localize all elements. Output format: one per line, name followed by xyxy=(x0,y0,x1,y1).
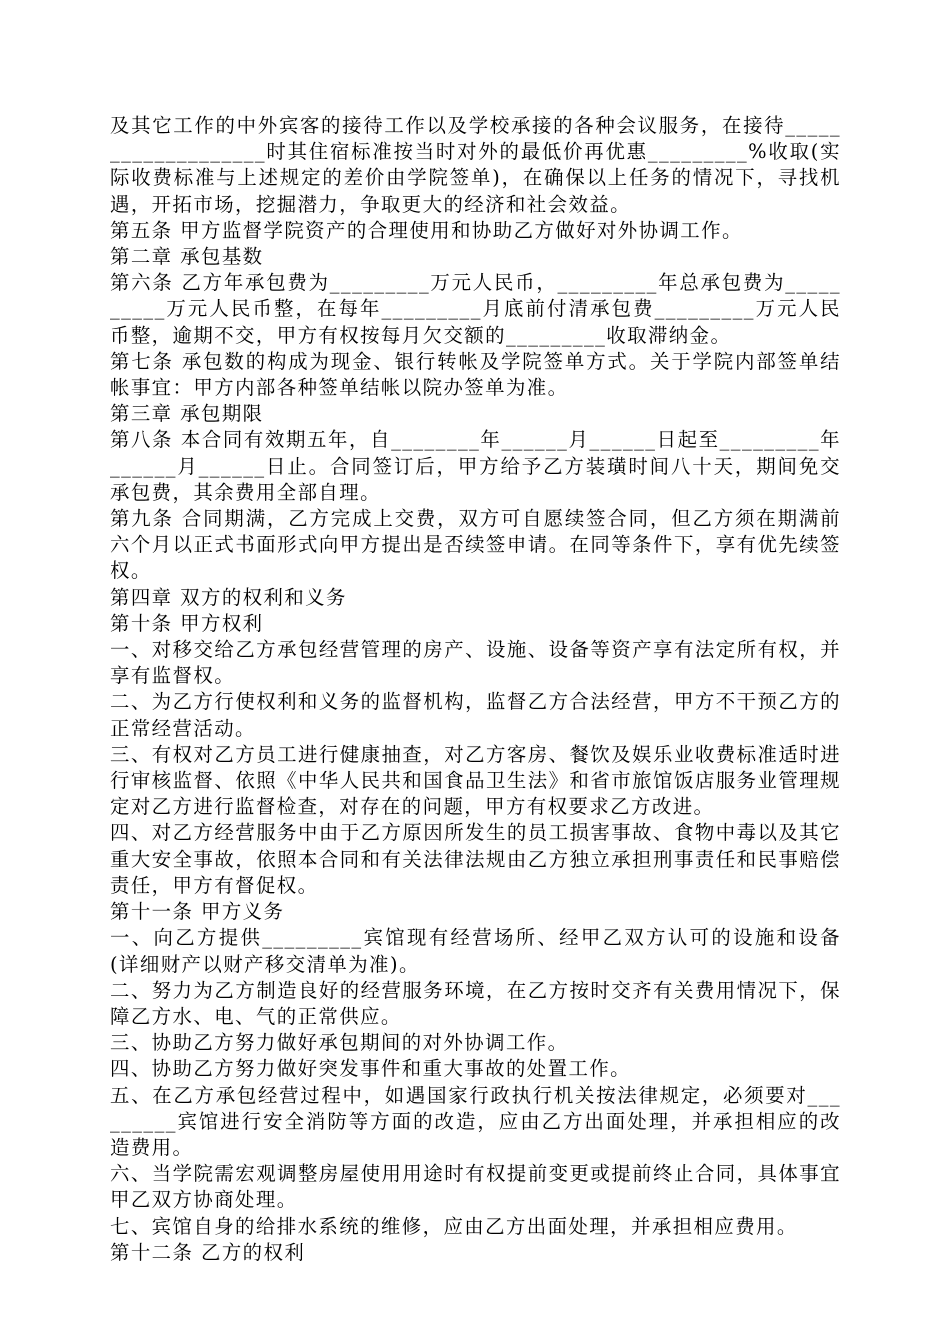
paragraph-hospitality-terms: 及其它工作的中外宾客的接待工作以及学校承接的各种会议服务，在接待___________________时其住宿标准按当时对外的最低价再优惠_________%收取(实际收费标准与上述规定的差价由学院签单)，在确保以上任务的情况下，寻找机遇，开拓市场，挖掘潜力，争取更大的经济和社会效益。 xyxy=(110,114,841,216)
article-10-item-2: 二、为乙方行使权利和义务的监督机构，监督乙方合法经营，甲方不干预乙方的正常经营活动。 xyxy=(110,690,841,740)
article-10-item-1: 一、对移交给乙方承包经营管理的房产、设施、设备等资产享有法定所有权，并享有监督权。 xyxy=(110,638,841,688)
article-11-item-4: 四、协助乙方努力做好突发事件和重大事故的处置工作。 xyxy=(110,1057,632,1081)
article-10-item-3: 三、有权对乙方员工进行健康抽查，对乙方客房、餐饮及娱乐业收费标准适时进行审核监督、依照《中华人民共和国食品卫生法》和省市旅馆饭店服务业管理规定对乙方进行监督检查，对存在的问题，甲方有权要求乙方改进。 xyxy=(110,742,841,819)
article-11-item-6: 六、当学院需宏观调整房屋使用用途时有权提前变更或提前终止合同，具体事宜甲乙双方协商处理。 xyxy=(110,1162,841,1212)
document-page xyxy=(110,113,841,1266)
article-11-item-7: 七、宾馆自身的给排水系统的维修，应由乙方出面处理，并承担相应费用。 xyxy=(110,1214,798,1238)
article-10-item-4: 四、对乙方经营服务中由于乙方原因所发生的员工损害事故、食物中毒以及其它重大安全事故，依照本合同和有关法律法规由乙方独立承担刑事责任和民事赔偿责任，甲方有督促权。 xyxy=(110,821,841,897)
article-11-heading: 第十一条 甲方义务 xyxy=(110,900,285,924)
article-11-item-5: 五、在乙方承包经营过程中，如遇国家行政执行机关按法律规定，必须要对_________宾馆进行安全消防等方面的改造，应由乙方出面处理，并承担相应的改造费用。 xyxy=(110,1083,841,1159)
article-11-item-1: 一、向乙方提供_________宾馆现有经营场所、经甲乙双方认可的设施和设备(详细财产以财产移交清单为准)。 xyxy=(110,926,841,976)
article-10-heading: 第十条 甲方权利 xyxy=(110,611,264,635)
chapter-2-heading: 第二章 承包基数 xyxy=(110,245,264,269)
article-9: 第九条 合同期满，乙方完成上交费，双方可自愿续签合同，但乙方须在期满前六个月以正式书面形式向甲方提出是否续签申请。在同等条件下，享有优先续签权。 xyxy=(110,507,841,583)
article-7: 第七条 承包数的构成为现金、银行转帐及学院签单方式。关于学院内部签单结帐事宜：甲方内部各种签单结帐以院办签单为准。 xyxy=(110,349,841,400)
article-12-heading: 第十二条 乙方的权利 xyxy=(110,1240,306,1264)
article-5: 第五条 甲方监督学院资产的合理使用和协助乙方做好对外协调工作。 xyxy=(110,218,743,242)
article-11-item-3: 三、协助乙方努力做好承包期间的对外协调工作。 xyxy=(110,1031,569,1055)
article-11-item-2: 二、努力为乙方制造良好的经营服务环境，在乙方按时交齐有关费用情况下，保障乙方水、电、气的正常供应。 xyxy=(110,978,841,1028)
article-8: 第八条 本合同有效期五年，自________年______月______日起至_________年______月______日止。合同签订后，甲方给予乙方装璜时间八十天，期间免交承包费，其余费用全部自理。 xyxy=(110,428,841,504)
article-6: 第六条 乙方年承包费为_________万元人民币，_________年总承包费为__________万元人民币整，在每年_________月底前付清承包费_________万元人民币整，逾期不交，甲方有权按每月欠交额的_________收取滞纳金。 xyxy=(110,271,841,347)
chapter-4-heading: 第四章 双方的权利和义务 xyxy=(110,585,347,609)
chapter-3-heading: 第三章 承包期限 xyxy=(110,402,264,426)
